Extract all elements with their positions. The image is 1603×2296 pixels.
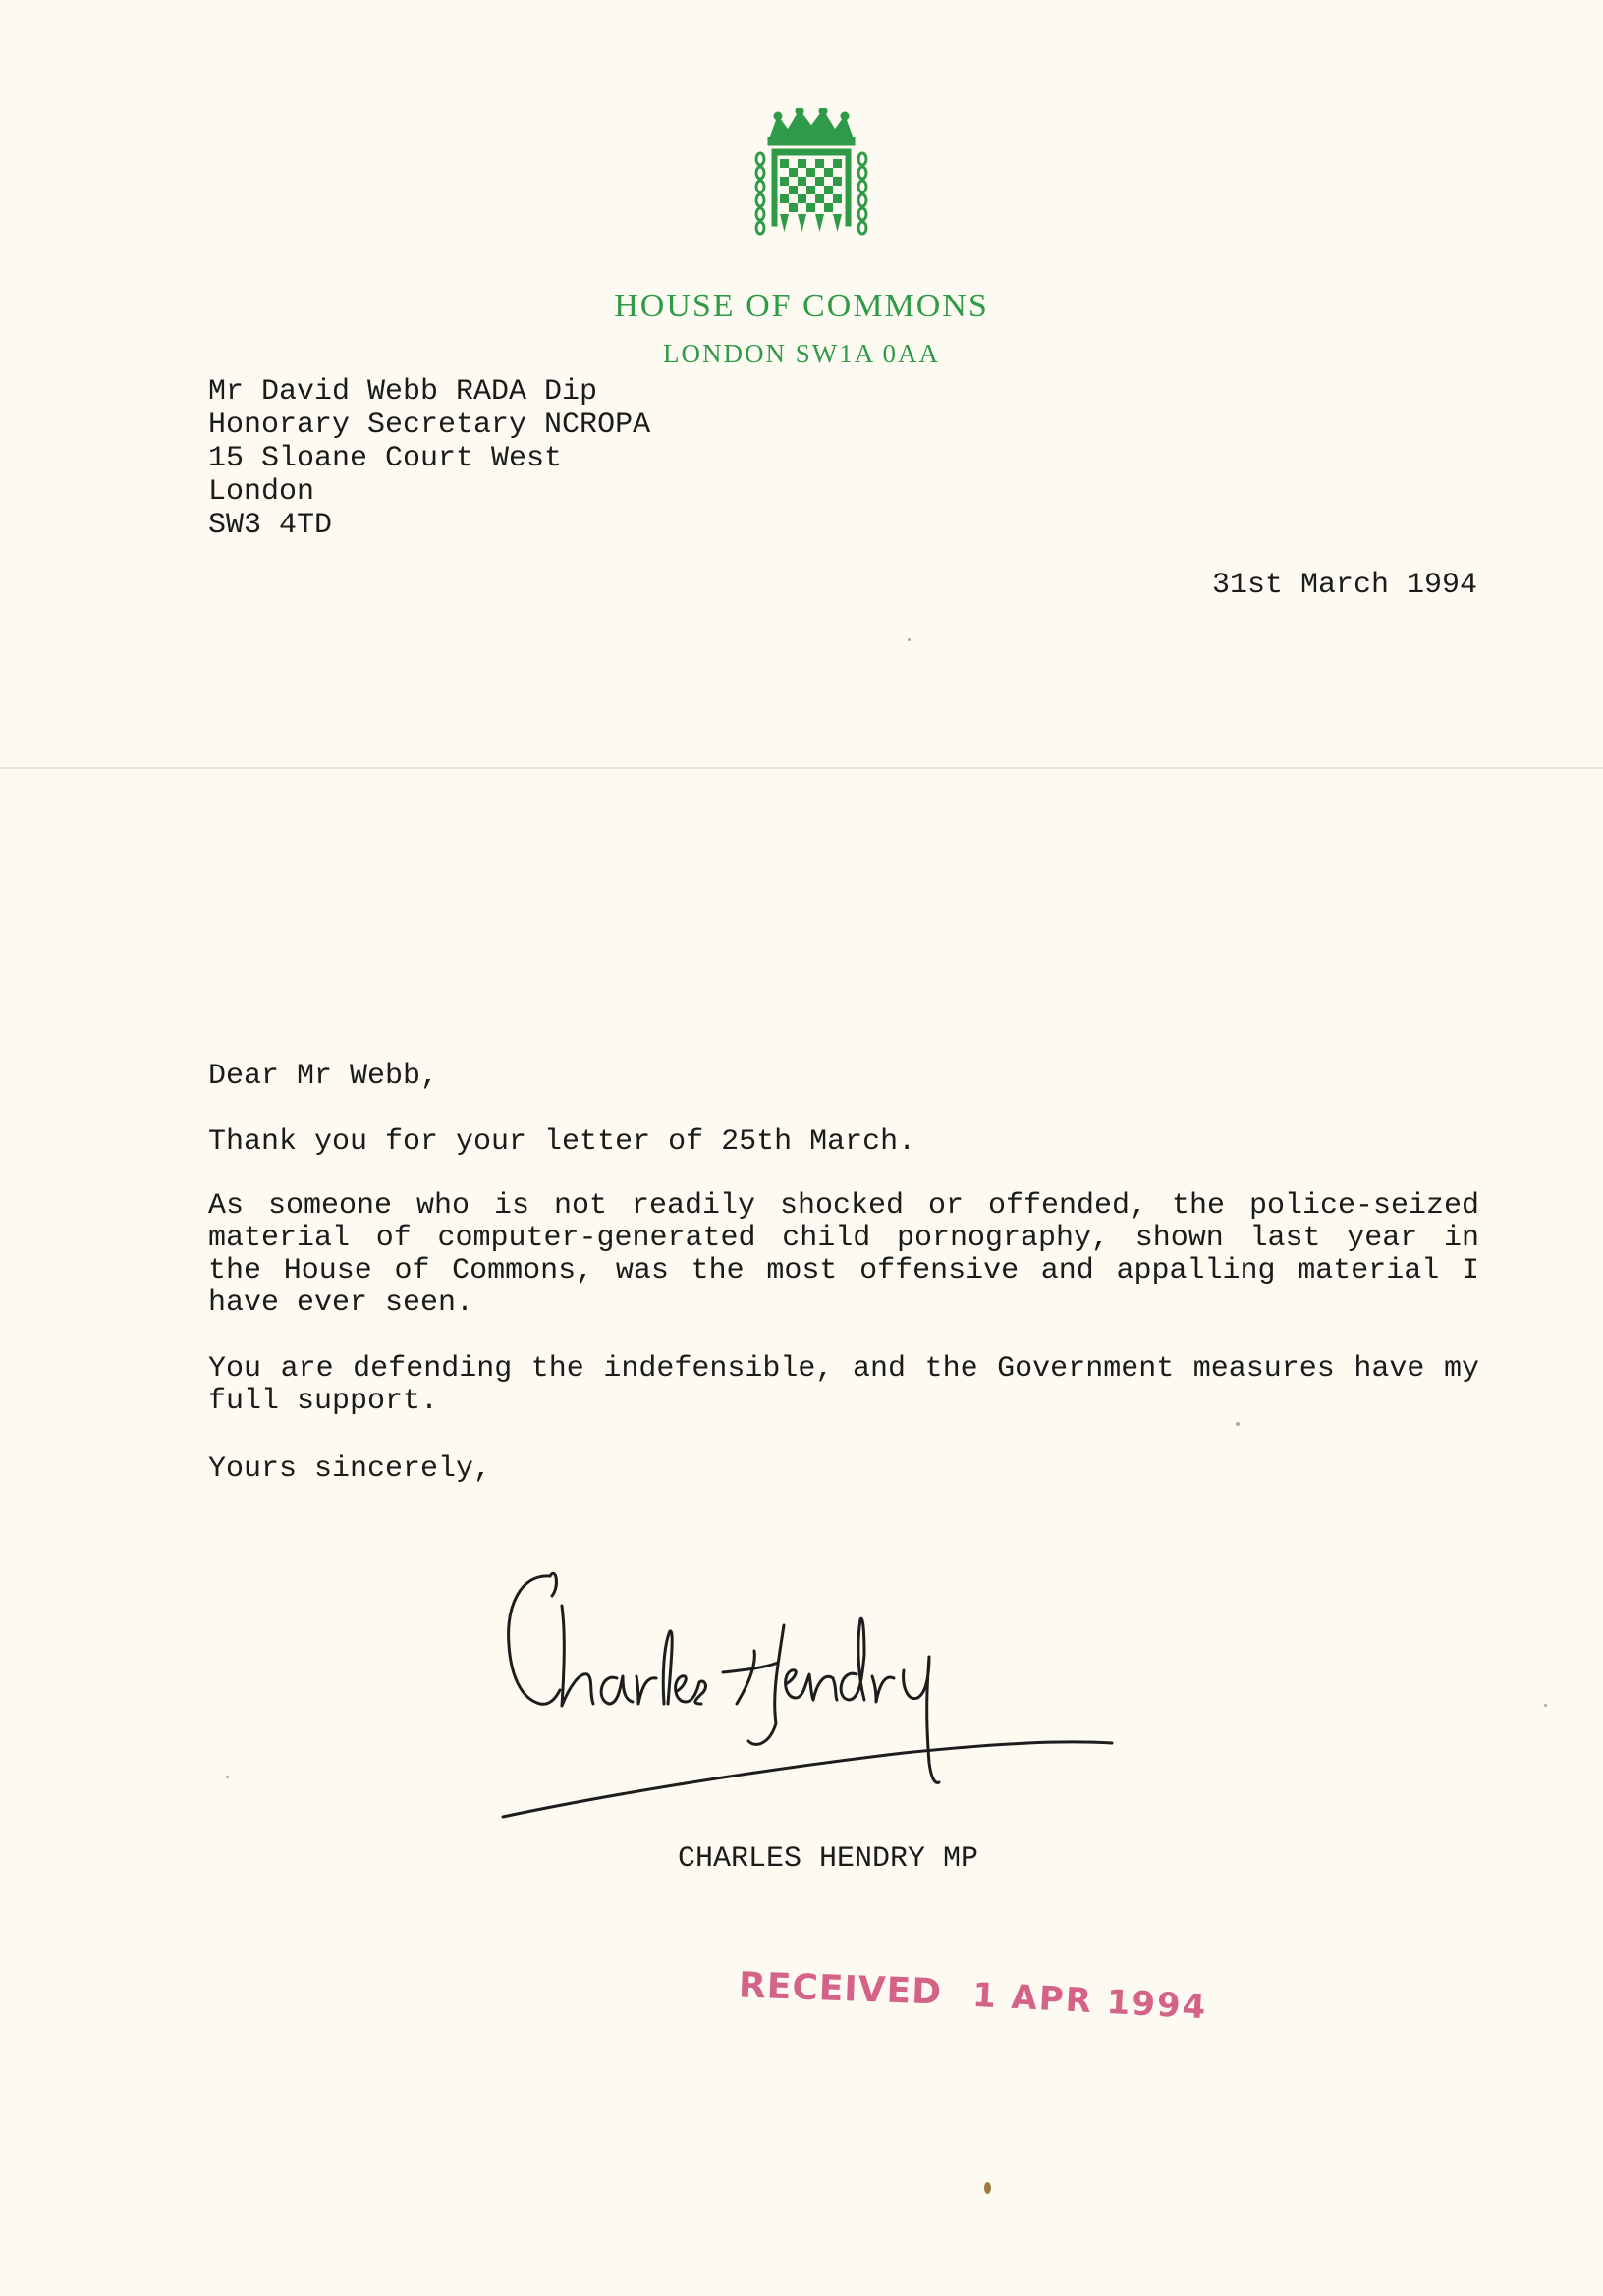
recipient-line: Honorary Secretary NCROPA: [208, 409, 651, 442]
paper-speck: [1544, 1704, 1547, 1707]
recipient-line: London: [208, 475, 315, 509]
recipient-line: 15 Sloane Court West: [208, 442, 563, 475]
handwritten-signature: [491, 1557, 1120, 1831]
paragraph: You are defending the indefensible, and the Government measures have my full support.: [208, 1352, 1479, 1418]
portcullis-crest-icon: [748, 108, 874, 253]
received-stamp-label: RECEIVED: [738, 1965, 943, 2013]
recipient-line: Mr David Webb RADA Dip: [208, 375, 598, 409]
paper-speck: [226, 1776, 229, 1778]
signer-name: CHARLES HENDRY MP: [678, 1842, 979, 1876]
paper-speck: [1236, 1422, 1240, 1426]
paper-speck: [984, 2182, 991, 2194]
salutation: Dear Mr Webb,: [208, 1060, 439, 1093]
letterhead-address: LONDON SW1A 0AA: [663, 339, 940, 368]
paragraph: Thank you for your letter of 25th March.: [208, 1125, 916, 1159]
recipient-line: SW3 4TD: [208, 509, 333, 542]
closing: Yours sincerely,: [208, 1452, 492, 1486]
paragraph: As someone who is not readily shocked or offended, the police-seized material of computer-generated child pornography, shown last year in the House of Commons, was the most offensive and appalling material I have ever seen.: [208, 1189, 1479, 1320]
recipient-address: [208, 375, 650, 542]
paper-speck: [908, 638, 911, 641]
received-stamp-date: 1 APR 1994: [971, 1975, 1209, 2028]
paper-fold-line: [0, 767, 1603, 769]
letterhead-title: HOUSE OF COMMONS: [614, 288, 989, 324]
letter-date: 31st March 1994: [1211, 569, 1477, 602]
